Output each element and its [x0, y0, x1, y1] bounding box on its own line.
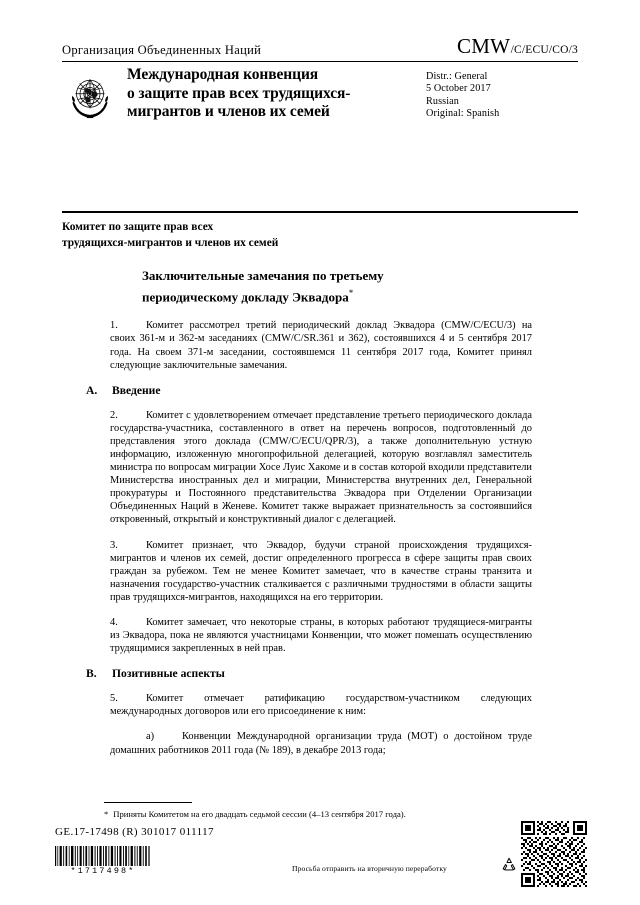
- title-footnote-marker: *: [348, 287, 354, 298]
- committee-name-line2: трудящихся-мигрантов и членов их семей: [62, 236, 279, 249]
- distribution-date: 5 October 2017: [426, 83, 491, 95]
- document-symbol-sub: /C/ECU/CO/3: [510, 44, 578, 56]
- page-title: [142, 268, 532, 305]
- document-symbol-main: CMW: [457, 34, 511, 58]
- organization-name: Организация Объединенных Наций: [62, 43, 262, 57]
- paragraph-3-number: 3.: [110, 539, 118, 551]
- page-title-line2: [142, 285, 532, 306]
- footnote-divider: [104, 802, 192, 803]
- recycle-note: Просьба отправить на вторичную переработку: [292, 864, 447, 873]
- section-a-letter: A.: [86, 383, 98, 397]
- section-b-letter: B.: [86, 667, 97, 681]
- paragraph-1-number: 1.: [110, 320, 118, 332]
- convention-title-line2: о защите прав всех трудящихся-: [127, 84, 351, 102]
- distribution-type: Distr.: General: [426, 71, 488, 82]
- subitem-a-text: Конвенции Международной организации труда (МОТ) о достойном труде домашних работников 2011 года (№ 189), в декабре 2013 года;: [110, 731, 532, 756]
- footnote-marker: *: [104, 809, 109, 819]
- paragraph-5-number: 5.: [110, 693, 118, 705]
- footnote: [104, 809, 524, 820]
- page-title-line2-text: периодическому докладу Эквадора: [142, 288, 349, 304]
- convention-title-line3: мигрантов и членов их семей: [127, 103, 330, 120]
- subitem-a-label: a): [146, 731, 155, 743]
- paragraph-5-text: Комитет отмечает ратификацию государством-участником следующих международных договоров или его присоединение к ним:: [110, 693, 532, 718]
- convention-title-line1: Международная конвенция: [127, 66, 319, 83]
- distribution-block: [426, 71, 578, 121]
- title-block: [62, 66, 578, 124]
- page-title-line1: Заключительные замечания по третьему: [142, 268, 384, 283]
- section-heading-b: [86, 667, 532, 680]
- paragraph-2-text: Комитет с удовлетворением отмечает представление третьего периодического доклада государства-участника, составленного в ответ на перечень вопросов, подготовленный до представления этого доклада (CMW/C/ECU/QPR/3), а также дополнительную устную информацию, изложенную многопрофильной делегацией, которую возглавлял заместитель министра по вопросам миграции Хосе Луис Хакоме и в состав которой входили представители Министерства иностранных дел и миграции, Министерства внутренних дел, Генеральной прокуратуры и Постоянного представительства Эквадора при Отделении Организации Объединенных Наций в Женеве. Комитет также выражает признательность за состоявшийся откровенный, открытый и конструктивный диалог с делегацией.: [110, 409, 532, 526]
- un-emblem-icon: [63, 70, 117, 124]
- masthead: [62, 34, 578, 62]
- barcode-number: *1717498*: [70, 866, 136, 876]
- qr-code: [521, 821, 587, 887]
- paragraph-4-number: 4.: [110, 617, 118, 629]
- header-divider: [62, 211, 578, 213]
- document-symbol: [457, 34, 578, 59]
- masthead-row: [62, 34, 578, 59]
- committee-name-line1: Комитет по защите прав всех: [62, 221, 214, 233]
- paragraph-2: [110, 409, 532, 527]
- subitem-a: [110, 730, 532, 756]
- document-body: [86, 268, 532, 767]
- paragraph-1: [110, 319, 532, 371]
- section-a-title: Введение: [112, 383, 161, 397]
- paragraph-4: [110, 616, 532, 655]
- masthead-divider: [62, 61, 578, 62]
- convention-title: [127, 66, 426, 122]
- section-heading-a: [86, 384, 532, 397]
- distribution-language: Russian: [426, 95, 459, 107]
- section-b-title: Позитивные аспекты: [112, 667, 225, 681]
- distribution-original: Original: Spanish: [426, 108, 500, 120]
- paragraph-3: [110, 539, 532, 604]
- paragraph-5: [110, 692, 532, 718]
- paragraph-1-text: Комитет рассмотрел третий периодический доклад Эквадора (CMW/C/ECU/3) на своих 361-м и 362-м заседаниях (CMW/C/SR.361 и 362), состоявшихся 4 и 5 сентября 2017 года. На своем 371-м заседании, состоявшемся 11 сентября 2017 года, Комитет принял следующие заключительные замечания.: [110, 320, 532, 371]
- barcode: [55, 846, 151, 866]
- paragraph-2-number: 2.: [110, 409, 118, 421]
- footnote-text: Приняты Комитетом на его двадцать седьмой сессии (4–13 сентября 2017 года).: [113, 809, 406, 819]
- paragraph-4-text: Комитет замечает, что некоторые страны, в которых работают трудящиеся-мигранты из Эквадора, пока не являются участницами Конвенции, что может помешать осуществлению трудящимися закрепленных в ней прав.: [110, 617, 532, 655]
- recycle-icon: [500, 856, 518, 874]
- paragraph-3-text: Комитет признает, что Эквадор, будучи страной происхождения трудящихся-мигрантов и членов их семей, достиг определенного прогресса в сфере защиты прав своих граждан за рубежом. Тем не менее Комитет замечает, что в качестве страны транзита и назначения государство-участник сталкивается с различными трудностями в области защиты прав трудящихся-мигрантов, находящихся на его территории.: [110, 539, 532, 603]
- committee-name: [62, 220, 492, 251]
- job-number: GE.17-17498 (R) 301017 011117: [55, 826, 214, 838]
